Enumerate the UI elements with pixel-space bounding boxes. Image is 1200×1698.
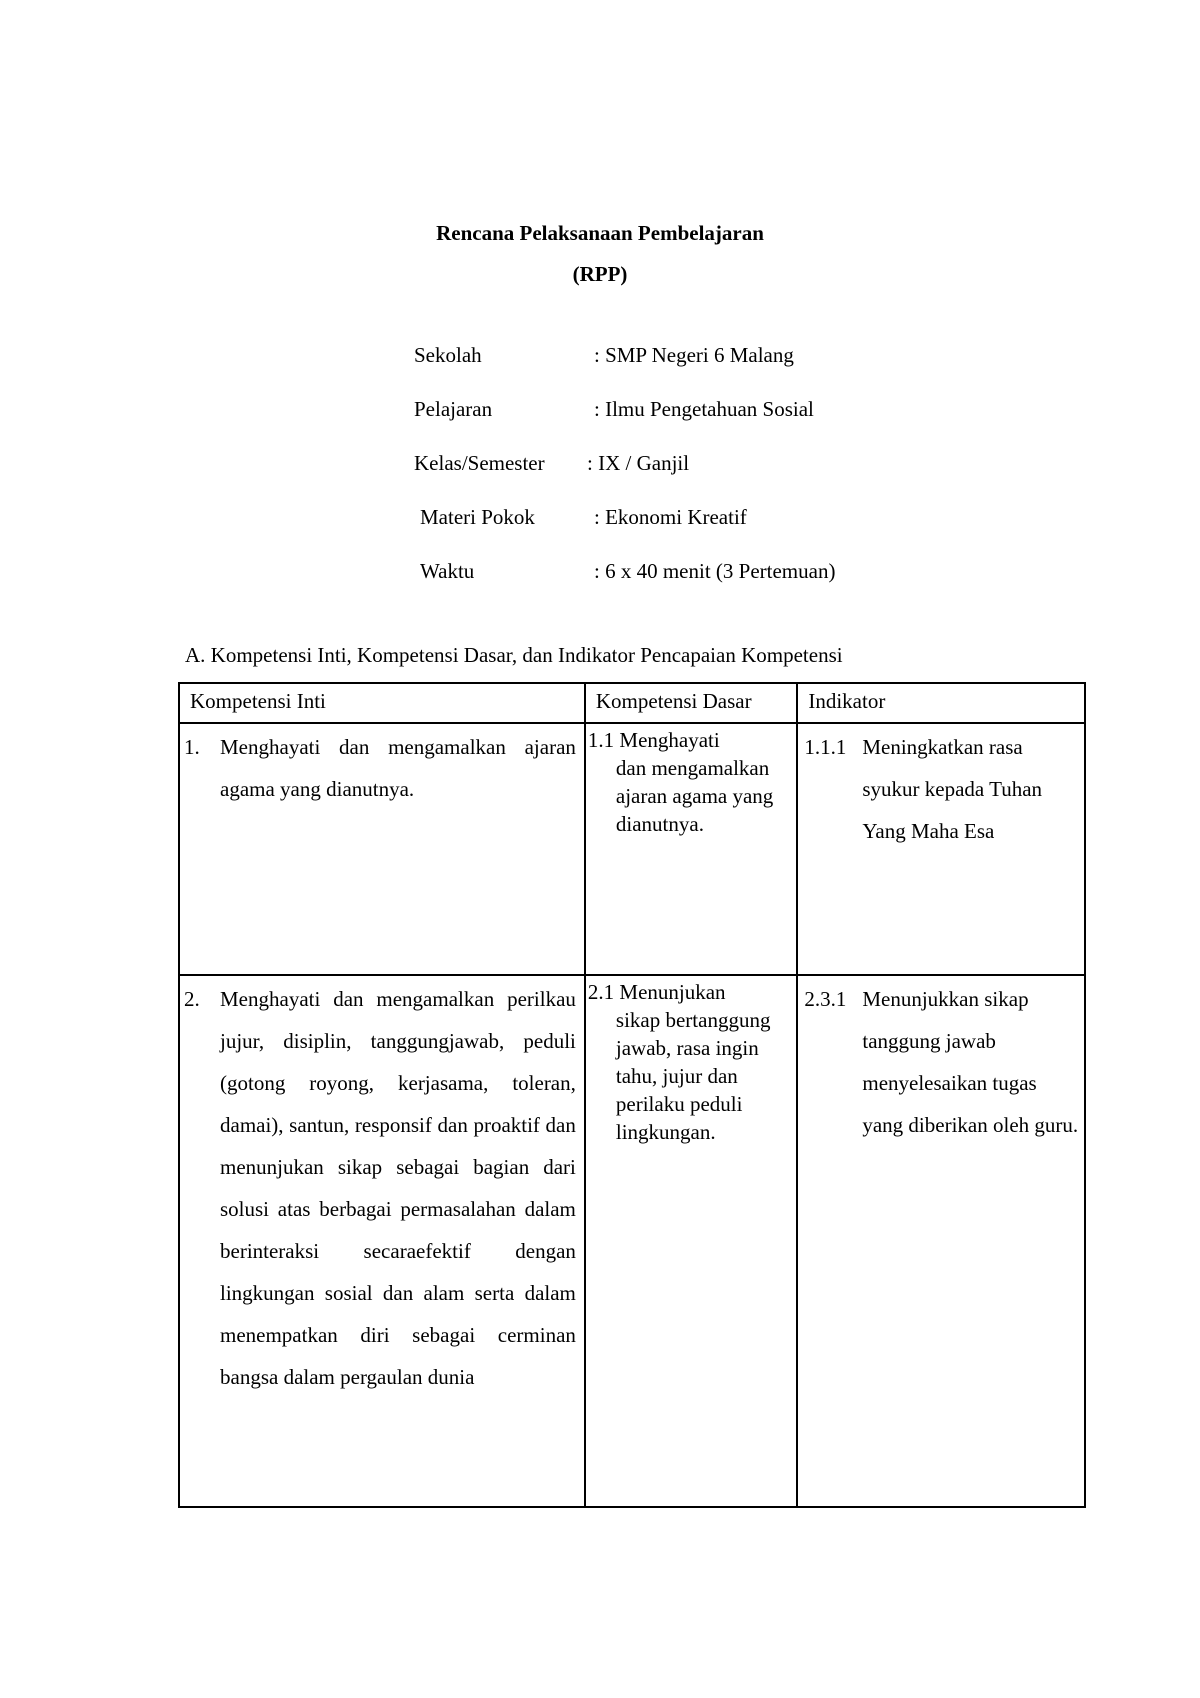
header-kompetensi-inti xyxy=(179,683,585,723)
section-heading: A. Kompetensi Inti, Kompetensi Dasar, dan Indikator Pencapaian Kompetensi xyxy=(185,643,843,667)
indikator-number: 2.3.1 xyxy=(804,987,847,1011)
ki-text: Menghayati dan mengamalkan perilkau jujur, disiplin, tanggungjawab, peduli (gotong royong, kerjasama, toleran, damai), santun, responsif dan proaktif dan menunjukan sikap sebagai bagian dari solusi atas berbagai permasalahan dalam berinteraksi secaraefektif dengan lingkungan sosial dan alam serta dalam menempatkan diri sebagai cerminan bangsa dalam pergaulan dunia xyxy=(220,987,576,1389)
info-label: Kelas/Semester xyxy=(414,451,545,475)
indikator-number: 1.1.1 xyxy=(804,735,847,759)
info-label: Sekolah xyxy=(414,343,482,367)
document-subtitle: (RPP) xyxy=(572,262,628,286)
table-row xyxy=(179,723,1085,975)
indikator-cell xyxy=(797,975,1085,1507)
indikator-text: Meningkatkan rasa syukur kepada Tuhan Yang Maha Esa xyxy=(862,735,1043,843)
kd-number: 1.1 Menghayati xyxy=(587,728,720,752)
header-label: Kompetensi Inti xyxy=(190,689,326,713)
info-value: : Ekonomi Kreatif xyxy=(594,505,747,529)
info-value: : SMP Negeri 6 Malang xyxy=(594,343,794,367)
table-header-row xyxy=(179,683,1085,723)
ki-text: Menghayati dan mengamalkan ajaran agama yang dianutnya. xyxy=(220,735,576,801)
kd-cell xyxy=(585,723,797,975)
kd-number: 2.1 Menunjukan xyxy=(587,980,726,1004)
kd-cell xyxy=(585,975,797,1507)
info-label: Pelajaran xyxy=(414,397,493,421)
header-indikator xyxy=(797,683,1085,723)
table-row xyxy=(179,975,1085,1507)
kd-text: dan mengamalkan ajaran agama yang dianutnya. xyxy=(615,756,774,836)
info-value: : Ilmu Pengetahuan Sosial xyxy=(594,397,814,421)
header-label: Indikator xyxy=(808,689,886,713)
competency-table xyxy=(178,682,1086,1508)
header-kompetensi-dasar xyxy=(585,683,797,723)
ki-number: 2. xyxy=(184,987,200,1011)
info-value: : 6 x 40 menit (3 Pertemuan) xyxy=(594,559,836,583)
indikator-cell xyxy=(797,723,1085,975)
indikator-text: Menunjukkan sikap tanggung jawab menyelesaikan tugas yang diberikan oleh guru. xyxy=(862,987,1079,1137)
ki-number: 1. xyxy=(184,735,200,759)
header-label: Kompetensi Dasar xyxy=(595,689,752,713)
info-label: Waktu xyxy=(420,559,475,583)
ki-cell xyxy=(179,723,585,975)
ki-cell xyxy=(179,975,585,1507)
kd-text: sikap bertanggung jawab, rasa ingin tahu, jujur dan perilaku peduli lingkungan. xyxy=(615,1008,771,1144)
info-value: : IX / Ganjil xyxy=(587,451,690,475)
document-title: Rencana Pelaksanaan Pembelajaran xyxy=(436,221,764,245)
info-label: Materi Pokok xyxy=(420,505,535,529)
